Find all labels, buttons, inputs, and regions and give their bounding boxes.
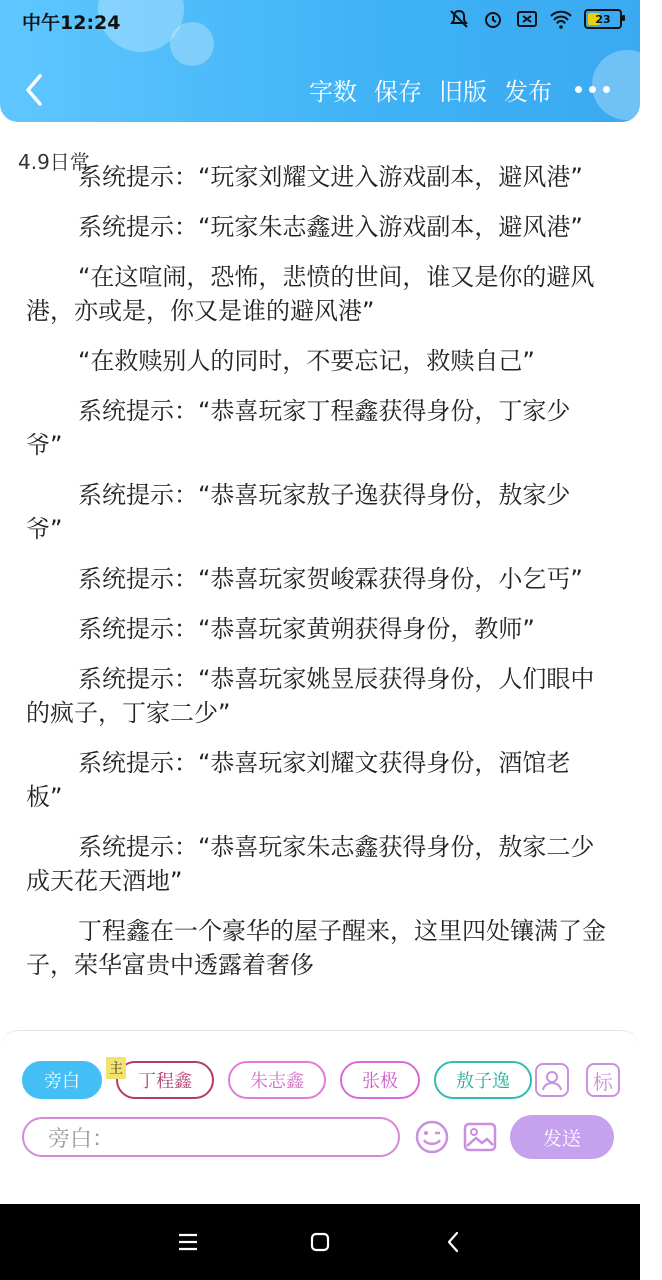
emoji-button[interactable] — [414, 1119, 450, 1155]
paragraph: “在这喧闹，恐怖，悲愤的世间，谁又是你的避风港，亦或是，你又是谁的避风港” — [26, 263, 595, 325]
main-role-tag: 主 — [106, 1057, 126, 1079]
battery-icon — [584, 9, 622, 29]
paragraph: 系统提示：“恭喜玩家丁程鑫获得身份，丁家少爷” — [26, 397, 571, 459]
paragraph: 系统提示：“恭喜玩家刘耀文获得身份，酒馆老板” — [26, 749, 571, 811]
insert-image-button[interactable] — [462, 1119, 498, 1155]
dialogue-input[interactable]: 旁白： — [22, 1117, 400, 1157]
paragraph: 系统提示：“恭喜玩家姚昱辰获得身份，人们眼中的疯子，丁家二少” — [26, 665, 595, 727]
toolbar-actions — [309, 72, 610, 107]
paragraph: 丁程鑫在一个豪华的屋子醒来，这里四处镶满了金子，荣华富贵中透露着奢侈 — [26, 917, 606, 979]
dialogue-composer — [0, 1030, 640, 1205]
back-button[interactable] — [18, 70, 54, 110]
chip-narrator[interactable]: 旁白 — [22, 1061, 102, 1099]
status-bar — [0, 0, 640, 40]
chip-character-main[interactable] — [109, 1061, 214, 1099]
chip-label: 丁程鑫 — [138, 1071, 192, 1092]
nav-back-icon[interactable] — [442, 1230, 466, 1254]
word-count-button[interactable]: 字数 — [309, 78, 357, 106]
paragraph: 系统提示：“恭喜玩家敖子逸获得身份，敖家少爷” — [26, 481, 571, 543]
home-icon[interactable] — [308, 1230, 332, 1254]
mark-button[interactable]: 标 — [586, 1063, 620, 1097]
system-nav-bar — [0, 1204, 640, 1280]
paragraph: “在救赎别人的同时，不要忘记，救赎自己” — [78, 347, 535, 375]
image-icon — [462, 1119, 498, 1155]
save-button[interactable]: 保存 — [374, 78, 422, 106]
alarm-icon — [482, 8, 504, 30]
paragraph: 系统提示：“恭喜玩家朱志鑫获得身份，敖家二少成天花天酒地” — [26, 833, 595, 895]
battery-level: 23 — [595, 12, 611, 26]
paragraph: 系统提示：“玩家刘耀文进入游戏副本，避风港” — [78, 163, 583, 191]
user-icon — [539, 1067, 565, 1093]
send-button[interactable]: 发送 — [510, 1115, 614, 1159]
old-version-button[interactable]: 旧版 — [439, 78, 487, 106]
character-chips — [22, 1061, 532, 1099]
chevron-left-icon — [18, 70, 54, 110]
mute-bell-icon — [448, 8, 470, 30]
chip-character[interactable]: 敖子逸 — [434, 1061, 532, 1099]
publish-button[interactable]: 发布 — [504, 78, 552, 106]
top-app-bar — [0, 0, 640, 122]
status-time: 中午12:24 — [22, 12, 121, 34]
more-menu-button[interactable] — [575, 86, 610, 93]
no-sim-icon — [516, 8, 538, 30]
chip-character[interactable]: 张极 — [340, 1061, 420, 1099]
paragraph: 系统提示：“玩家朱志鑫进入游戏副本，避风港” — [78, 213, 583, 241]
character-manage-button[interactable] — [535, 1063, 569, 1097]
status-icons — [448, 8, 622, 30]
paragraph: 系统提示：“恭喜玩家贺峻霖获得身份，小乞丐” — [78, 565, 583, 593]
paragraph: 系统提示：“恭喜玩家黄朔获得身份，教师” — [78, 615, 535, 643]
document-content[interactable] — [26, 163, 606, 1018]
document-title: 4.9日常 — [18, 150, 90, 174]
chip-character[interactable]: 朱志鑫 — [228, 1061, 326, 1099]
smiley-icon — [414, 1119, 450, 1155]
wifi-icon — [550, 8, 572, 30]
menu-icon[interactable] — [176, 1230, 200, 1254]
